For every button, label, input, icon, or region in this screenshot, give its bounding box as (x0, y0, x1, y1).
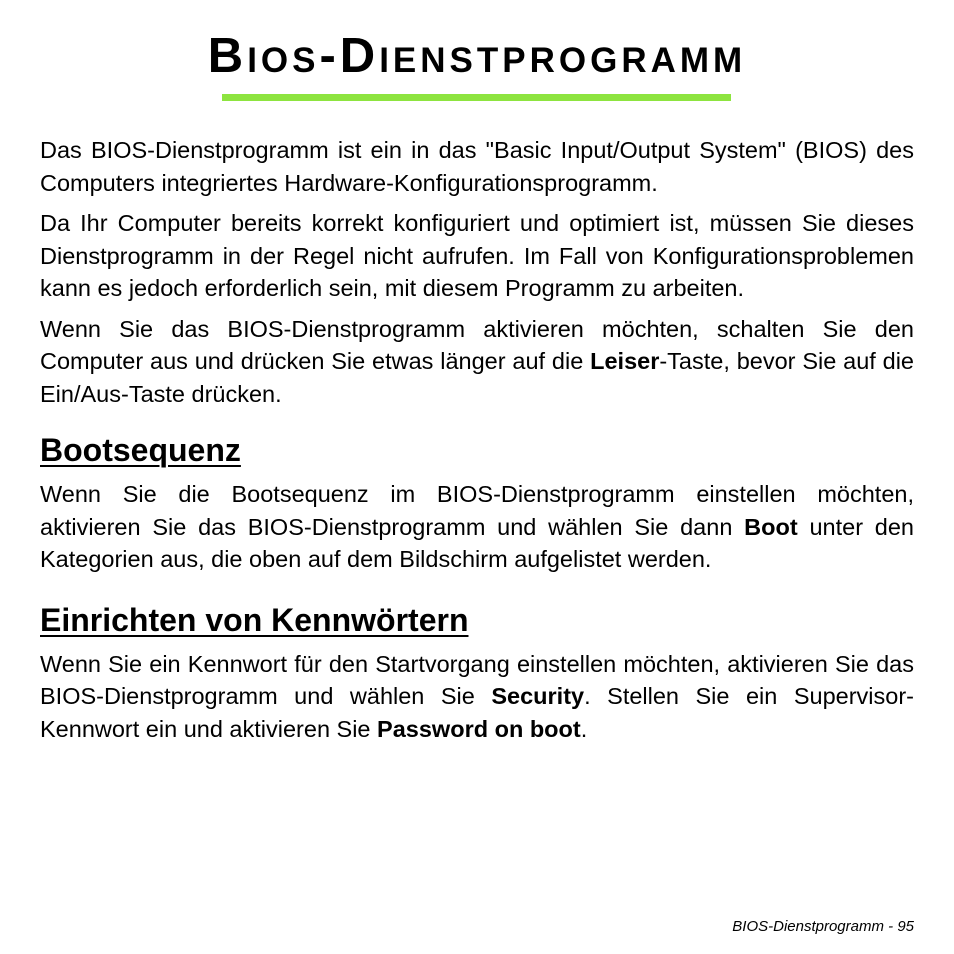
boot-bold-term: Boot (744, 513, 798, 540)
boot-text-after: unter den Kategorien aus, die oben auf dem Bildschirm aufgelistet werden. (40, 513, 914, 572)
intro-p3-text-after: -Taste, bevor Sie auf die Ein/Aus-Taste drücken. (40, 348, 914, 407)
bootsequenz-paragraph (40, 478, 914, 576)
main-content (40, 134, 914, 753)
title-underline-bar (222, 94, 731, 101)
intro-paragraph-1: Das BIOS-Dienstprogramm ist ein in das "Basic Input/Output System" (BIOS) des Computers integriertes Hardware-Konfigurationsprogramm. (40, 137, 914, 196)
section-heading-kennwoerter: Einrichten von Kennwörtern (40, 601, 469, 638)
kenn-text-before: Wenn Sie ein Kennwort für den Startvorgang einstellen möchten, aktivieren Sie das BIOS-Dienstprogramm und wählen Sie (40, 650, 914, 709)
boot-text-before: Wenn Sie die Bootsequenz im BIOS-Dienstprogramm einstellen möchten, aktivieren Sie das BIOS-Dienstprogramm und wählen Sie dann (40, 481, 914, 540)
intro-p3-text-before: Wenn Sie das BIOS-Dienstprogramm aktivieren möchten, schalten Sie den Computer aus und drücken Sie etwas länger auf die (40, 315, 914, 374)
title-part-ios: IOS (247, 41, 320, 80)
kenn-bold-security: Security (491, 683, 585, 709)
title-part-ienstprogramm: IENSTPROGRAMM (379, 41, 747, 80)
title-part-dash-d: -D (319, 29, 380, 83)
kenn-bold-password-on-boot: Password on boot (377, 715, 581, 742)
intro-paragraph-3 (40, 313, 914, 411)
kenn-text-after: . (580, 715, 588, 742)
section-heading-bootsequenz: Bootsequenz (40, 432, 241, 468)
footer-label: BIOS-Dienstprogramm - (732, 918, 898, 935)
intro-paragraph-2: Da Ihr Computer bereits korrekt konfiguriert und optimiert ist, müssen Sie dieses Dienstprogramm in der Regel nicht aufrufen. Im Fall von Konfigurationsproblemen kann es jedoch erforderlich sein, mit diesem Programm zu arbeiten. (40, 210, 914, 301)
page-footer (732, 918, 914, 936)
kennwoerter-paragraph (40, 648, 914, 746)
title-part-b: B (207, 29, 248, 83)
intro-p3-bold-key: Leiser (590, 348, 660, 374)
kenn-text-middle: . Stellen Sie ein Supervisor-Kennwort ein und aktivieren Sie (40, 683, 914, 742)
page-title (0, 26, 954, 91)
footer-page-number: 95 (897, 918, 914, 935)
